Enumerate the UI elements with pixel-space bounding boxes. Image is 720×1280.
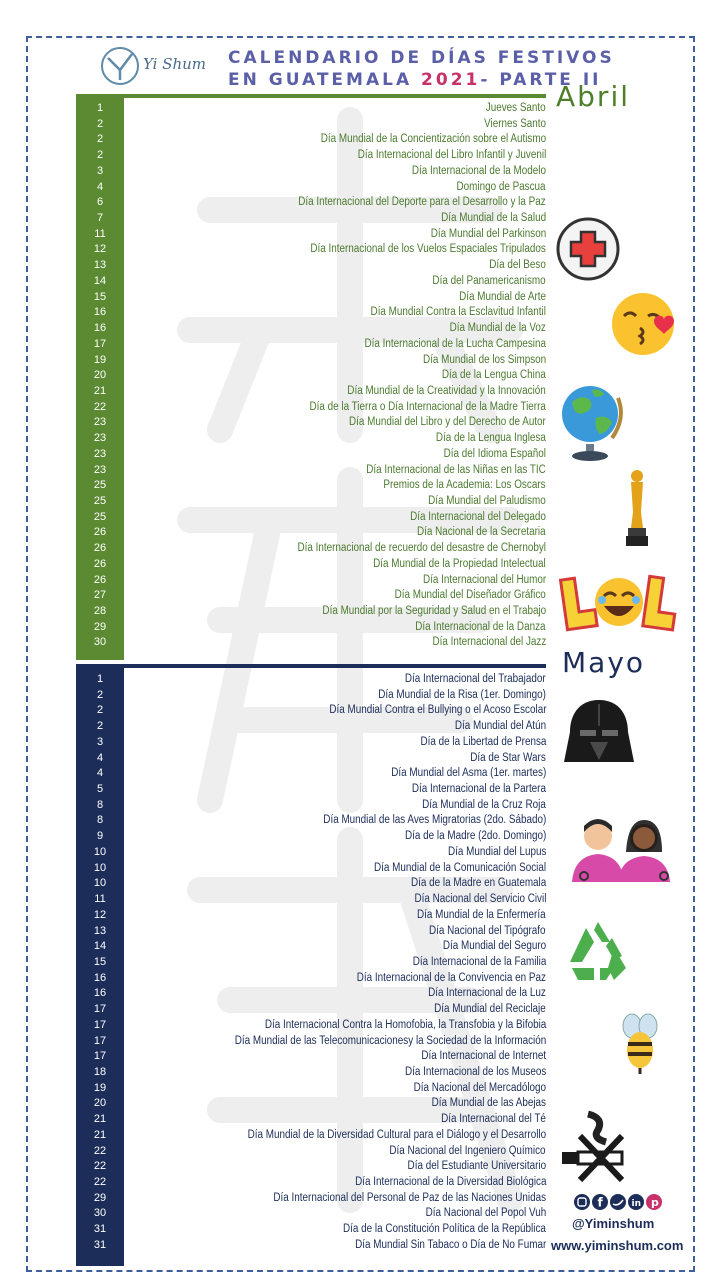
- day-number: 16: [93, 971, 107, 984]
- mayo-row: [76, 751, 546, 767]
- holiday-name: Día del Beso: [489, 259, 546, 272]
- holiday-name: Día Mundial de la Propiedad Intelectual: [373, 557, 546, 570]
- facebook-icon: [592, 1194, 608, 1210]
- abril-row: [76, 431, 546, 447]
- day-number: 11: [94, 227, 106, 240]
- abril-row: [76, 463, 546, 479]
- day-number: 2: [96, 133, 104, 146]
- holiday-name: Día Mundial del Parkinson: [430, 227, 546, 240]
- mayo-row: [76, 955, 546, 971]
- mayo-row: [76, 1175, 546, 1191]
- logo-text: Yi Shum: [143, 55, 207, 73]
- holiday-name: Domingo de Pascua: [456, 180, 546, 193]
- day-number: 2: [96, 704, 104, 717]
- holiday-name: Día Internacional de la Lucha Campesina: [364, 337, 546, 350]
- title-year: 2021: [421, 70, 481, 90]
- abril-row: [76, 274, 546, 290]
- mayo-row: [76, 924, 546, 940]
- mayo-row: [76, 1096, 546, 1112]
- mayo-row: [76, 672, 546, 688]
- day-number: 23: [93, 416, 107, 429]
- mayo-row: [76, 1128, 546, 1144]
- no-smoking-icon: [558, 1108, 634, 1184]
- holiday-name: Día de la Libertad de Prensa: [420, 735, 546, 748]
- holiday-name: Día del Idioma Español: [443, 447, 546, 460]
- mayo-row: [76, 1191, 546, 1207]
- day-number: 17: [93, 1018, 107, 1031]
- mayo-row: [76, 798, 546, 814]
- footer-website[interactable]: www.yiminshum.com: [551, 1238, 684, 1253]
- abril-row: [76, 305, 546, 321]
- holiday-name: Día Mundial del Asma (1er. martes): [390, 767, 546, 780]
- day-number: 16: [93, 306, 107, 319]
- social-icons: [574, 1192, 664, 1212]
- day-number: 7: [96, 212, 104, 225]
- holiday-name: Día Internacional de la Partera: [411, 783, 546, 796]
- holiday-name: Día Internacional de la Luz: [428, 987, 546, 1000]
- day-number: 31: [93, 1238, 107, 1251]
- mayo-row: [76, 861, 546, 877]
- holiday-name: Día Internacional de la Modelo: [411, 164, 546, 177]
- abril-row: [76, 227, 546, 243]
- abril-row: [76, 258, 546, 274]
- linkedin-icon: [628, 1194, 644, 1210]
- mayo-row: [76, 876, 546, 892]
- holiday-name: Día Mundial del Diseñador Gráfico: [394, 589, 546, 602]
- abril-row: [76, 290, 546, 306]
- holiday-name: Día Internacional del Deporte para el Desarrollo y la Paz: [298, 196, 546, 209]
- abril-row: [76, 573, 546, 589]
- globe-icon: [556, 378, 626, 462]
- holiday-name: Día Internacional de los Museos: [404, 1065, 546, 1078]
- day-number: 2: [96, 117, 104, 130]
- day-number: 14: [93, 274, 107, 287]
- holiday-name: Día Internacional de Internet: [421, 1050, 546, 1063]
- day-number: 4: [96, 767, 104, 780]
- abril-row: [76, 195, 546, 211]
- mayo-row: [76, 939, 546, 955]
- day-number: 4: [96, 180, 104, 193]
- day-number: 25: [93, 510, 107, 523]
- mayo-row: [76, 782, 546, 798]
- day-number: 26: [93, 526, 107, 539]
- day-number: 23: [93, 463, 107, 476]
- day-number: 22: [93, 1160, 107, 1173]
- day-number: 20: [93, 1097, 107, 1110]
- day-number: 17: [93, 1003, 107, 1016]
- abril-row: [76, 353, 546, 369]
- holiday-name: Día Internacional del Libro Infantil y Juvenil: [357, 149, 546, 162]
- abril-row: [76, 478, 546, 494]
- day-number: 2: [96, 720, 104, 733]
- holiday-name: Día Internacional del Jazz: [432, 636, 546, 649]
- holiday-name: Día Internacional de la Familia: [412, 955, 546, 968]
- holiday-name: Día Nacional del Ingeniero Químico: [389, 1144, 546, 1157]
- holiday-name: Día Mundial del Atún: [454, 720, 546, 733]
- mayo-row: [76, 1112, 546, 1128]
- day-number: 19: [93, 1081, 107, 1094]
- day-number: 26: [93, 573, 107, 586]
- holiday-name: Viernes Santo: [484, 117, 546, 130]
- day-number: 1: [96, 102, 104, 114]
- day-number: 30: [93, 1207, 107, 1220]
- holiday-name: Día Nacional del Popol Vuh: [425, 1207, 546, 1220]
- holiday-name: Día de la Lengua China: [442, 369, 546, 382]
- abril-row: [76, 588, 546, 604]
- instagram-icon: [574, 1194, 590, 1210]
- mayo-row: [76, 971, 546, 987]
- abril-row: [76, 321, 546, 337]
- mayo-row: [76, 1206, 546, 1222]
- holiday-name: Jueves Santo: [486, 102, 546, 114]
- mayo-row: [76, 1049, 546, 1065]
- kiss-emoji-icon: [610, 290, 678, 358]
- day-number: 5: [96, 783, 104, 796]
- holiday-name: Día del Panamericanismo: [432, 274, 546, 287]
- day-number: 3: [96, 164, 104, 177]
- holiday-name: Día Mundial de las Aves Migratorias (2do. Sábado): [322, 814, 546, 827]
- day-number: 16: [93, 987, 107, 1000]
- mayo-row: [76, 1065, 546, 1081]
- day-number: 22: [93, 400, 107, 413]
- holiday-name: Día Internacional del Delegado: [410, 510, 546, 523]
- holiday-name: Día Nacional del Servicio Civil: [414, 893, 546, 906]
- day-number: 28: [93, 605, 107, 617]
- abril-row: [76, 400, 546, 416]
- holiday-name: Día Internacional de las Niñas en las TIC: [366, 463, 546, 476]
- holiday-name: Día de la Madre (2do. Domingo): [404, 830, 546, 843]
- abril-row: [76, 525, 546, 541]
- holiday-name: Día de la Tierra o Día Internacional de la Madre Tierra: [309, 400, 546, 413]
- day-number: 2: [96, 149, 104, 162]
- abril-row: [76, 368, 546, 384]
- day-number: 21: [93, 1128, 107, 1141]
- day-number: 9: [96, 830, 104, 843]
- day-number: 15: [93, 290, 107, 303]
- day-number: 31: [93, 1223, 107, 1236]
- day-number: 8: [96, 814, 104, 827]
- day-number: 13: [93, 259, 107, 272]
- holiday-name: Día Mundial Contra el Bullying o el Acoso Escolar: [328, 704, 546, 717]
- mayo-row: [76, 719, 546, 735]
- holiday-name: Día de Star Wars: [470, 751, 546, 764]
- holiday-name: Día Mundial del Reciclaje: [434, 1003, 546, 1016]
- red-cross-icon: [555, 216, 621, 282]
- abril-row: [76, 415, 546, 431]
- mayo-row: [76, 829, 546, 845]
- day-number: 26: [93, 557, 107, 570]
- mayo-rule: [124, 664, 546, 668]
- holiday-name: Día Internacional del Té: [441, 1113, 546, 1126]
- day-number: 25: [93, 494, 107, 507]
- day-number: 17: [93, 1034, 107, 1047]
- day-number: 17: [93, 1050, 107, 1063]
- abril-row: [76, 180, 546, 196]
- day-number: 22: [93, 1176, 107, 1188]
- day-number: 12: [93, 243, 107, 256]
- recycle-icon: [564, 918, 632, 984]
- day-number: 27: [93, 589, 107, 602]
- day-number: 16: [93, 322, 107, 335]
- holiday-name: Día Internacional de recuerdo del desastre de Chernobyl: [297, 542, 546, 555]
- abril-row: [76, 620, 546, 636]
- abril-row: [76, 117, 546, 133]
- day-number: 23: [93, 432, 107, 445]
- day-number: 11: [94, 893, 106, 906]
- holiday-name: Día Mundial de las Abejas: [431, 1097, 546, 1110]
- abril-row: [76, 101, 546, 117]
- day-number: 21: [93, 384, 107, 397]
- holiday-name: Día Mundial Contra la Esclavitud Infantil: [370, 306, 546, 319]
- footer-handle: @Yiminshum: [572, 1216, 655, 1231]
- mayo-row: [76, 735, 546, 751]
- bee-icon: [620, 1010, 660, 1076]
- holiday-name: Día de la Lengua Inglesa: [436, 432, 546, 445]
- holiday-name: Día Mundial de la Salud: [440, 212, 546, 225]
- holiday-name: Día Mundial del Lupus: [447, 845, 546, 858]
- holiday-name: Día Mundial de la Concientización sobre el Autismo: [320, 133, 546, 146]
- abril-row: [76, 384, 546, 400]
- abril-row: [76, 557, 546, 573]
- holiday-name: Día Internacional del Trabajador: [405, 673, 546, 685]
- holiday-name: Día Mundial de la Diversidad Cultural para el Diálogo y el Desarrollo: [247, 1128, 546, 1141]
- holiday-name: Día Mundial de la Comunicación Social: [373, 861, 546, 874]
- day-number: 2: [96, 688, 104, 701]
- day-number: 10: [93, 845, 107, 858]
- abril-row: [76, 604, 546, 620]
- mayo-row: [76, 1144, 546, 1160]
- holiday-name: Día Mundial de la Risa (1er. Domingo): [378, 688, 546, 701]
- mayo-row: [76, 986, 546, 1002]
- holiday-name: Día Internacional de los Vuelos Espaciales Tripulados: [310, 243, 546, 256]
- day-number: 22: [93, 1144, 107, 1157]
- abril-label: Abril: [556, 80, 630, 113]
- day-number: 14: [93, 940, 107, 953]
- lol-icon: [558, 570, 680, 640]
- day-number: 15: [93, 955, 107, 968]
- mayo-row: [76, 1159, 546, 1175]
- mayo-row: [76, 1018, 546, 1034]
- mayo-row: [76, 766, 546, 782]
- abril-list: [76, 101, 546, 651]
- holiday-name: Día del Estudiante Universitario: [407, 1160, 546, 1173]
- holiday-name: Premios de la Academia: Los Oscars: [383, 479, 546, 492]
- day-number: 10: [93, 877, 107, 890]
- day-number: 20: [93, 369, 107, 382]
- holiday-name: Día Internacional de la Diversidad Biológica: [354, 1176, 546, 1188]
- mayo-row: [76, 908, 546, 924]
- mayo-row: [76, 703, 546, 719]
- holiday-name: Día Internacional de la Convivencia en Paz: [356, 971, 546, 984]
- mayo-row: [76, 1034, 546, 1050]
- day-number: 23: [93, 447, 107, 460]
- day-number: 8: [96, 798, 104, 811]
- abril-row: [76, 337, 546, 353]
- abril-row: [76, 132, 546, 148]
- mayo-row: [76, 1081, 546, 1097]
- abril-row: [76, 541, 546, 557]
- day-number: 29: [93, 1191, 107, 1204]
- holiday-name: Día Nacional del Mercadólogo: [413, 1081, 546, 1094]
- holiday-name: Día Mundial de la Creatividad y la Innovación: [347, 384, 546, 397]
- mayo-list: [76, 672, 546, 1254]
- holiday-name: Día Mundial de la Cruz Roja: [422, 798, 546, 811]
- holiday-name: Día de la Madre en Guatemala: [410, 877, 546, 890]
- abril-row: [76, 148, 546, 164]
- day-number: 26: [93, 542, 107, 555]
- abril-row: [76, 242, 546, 258]
- holiday-name: Día de la Constitución Política de la República: [343, 1223, 546, 1236]
- holiday-name: Día Internacional de la Danza: [415, 620, 546, 633]
- day-number: 1: [96, 673, 104, 685]
- mayo-row: [76, 813, 546, 829]
- day-number: 13: [93, 924, 107, 937]
- holiday-name: Día Mundial de la Voz: [449, 322, 546, 335]
- holiday-name: Día Mundial de Arte: [459, 290, 546, 303]
- holiday-name: Día Mundial de la Enfermería: [417, 908, 546, 921]
- day-number: 30: [93, 636, 107, 649]
- holiday-name: Día Internacional del Personal de Paz de las Naciones Unidas: [273, 1191, 546, 1204]
- svg-text:in: in: [631, 1199, 641, 1209]
- darth-vader-icon: [560, 696, 638, 768]
- holiday-name: Día Mundial Sin Tabaco o Día de No Fumar: [354, 1238, 546, 1251]
- day-number: 29: [93, 620, 107, 633]
- abril-row: [76, 635, 546, 651]
- title-prefix: EN GUATEMALA: [228, 70, 422, 90]
- twitter-icon: [610, 1194, 626, 1210]
- day-number: 19: [93, 353, 107, 366]
- mayo-label: Mayo: [562, 646, 646, 679]
- abril-row: [76, 510, 546, 526]
- abril-rule: [124, 94, 546, 98]
- day-number: 10: [93, 861, 107, 874]
- abril-row: [76, 211, 546, 227]
- holiday-name: Día Internacional del Humor: [422, 573, 546, 586]
- mayo-row: [76, 1002, 546, 1018]
- mayo-row: [76, 892, 546, 908]
- svg-text:f: f: [597, 1195, 603, 1210]
- holiday-name: Día Mundial del Seguro: [442, 940, 546, 953]
- mayo-row: [76, 688, 546, 704]
- svg-text:p: p: [651, 1196, 659, 1209]
- title-suffix: - PARTE II: [480, 70, 602, 90]
- day-number: 21: [93, 1113, 107, 1126]
- abril-row: [76, 164, 546, 180]
- mayo-row: [76, 845, 546, 861]
- title-line-1: CALENDARIO DE DÍAS FESTIVOS: [228, 48, 615, 68]
- day-number: 25: [93, 479, 107, 492]
- abril-row: [76, 447, 546, 463]
- nurses-icon: [566, 812, 676, 884]
- day-number: 17: [93, 337, 107, 350]
- holiday-name: Día Internacional Contra la Homofobia, la Transfobia y la Bifobia: [264, 1018, 546, 1031]
- mayo-row: [76, 1238, 546, 1254]
- holiday-name: Día Nacional del Tipógrafo: [429, 924, 546, 937]
- holiday-name: Día Mundial de los Simpson: [422, 353, 546, 366]
- day-number: 3: [96, 735, 104, 748]
- holiday-name: Día Mundial del Libro y del Derecho de Autor: [349, 416, 546, 429]
- holiday-name: Día Mundial del Paludismo: [428, 494, 546, 507]
- oscar-statuette-icon: [622, 468, 652, 550]
- day-number: 6: [96, 196, 104, 209]
- holiday-name: Día Nacional de la Secretaria: [417, 526, 546, 539]
- abril-row: [76, 494, 546, 510]
- holiday-name: Día Mundial por la Seguridad y Salud en el Trabajo: [322, 605, 546, 617]
- day-number: 18: [93, 1065, 107, 1078]
- pinterest-icon: [646, 1194, 662, 1210]
- day-number: 4: [96, 751, 104, 764]
- day-number: 12: [93, 908, 107, 921]
- holiday-name: Día Mundial de las Telecomunicacionesy la Sociedad de la Información: [234, 1034, 546, 1047]
- mayo-row: [76, 1222, 546, 1238]
